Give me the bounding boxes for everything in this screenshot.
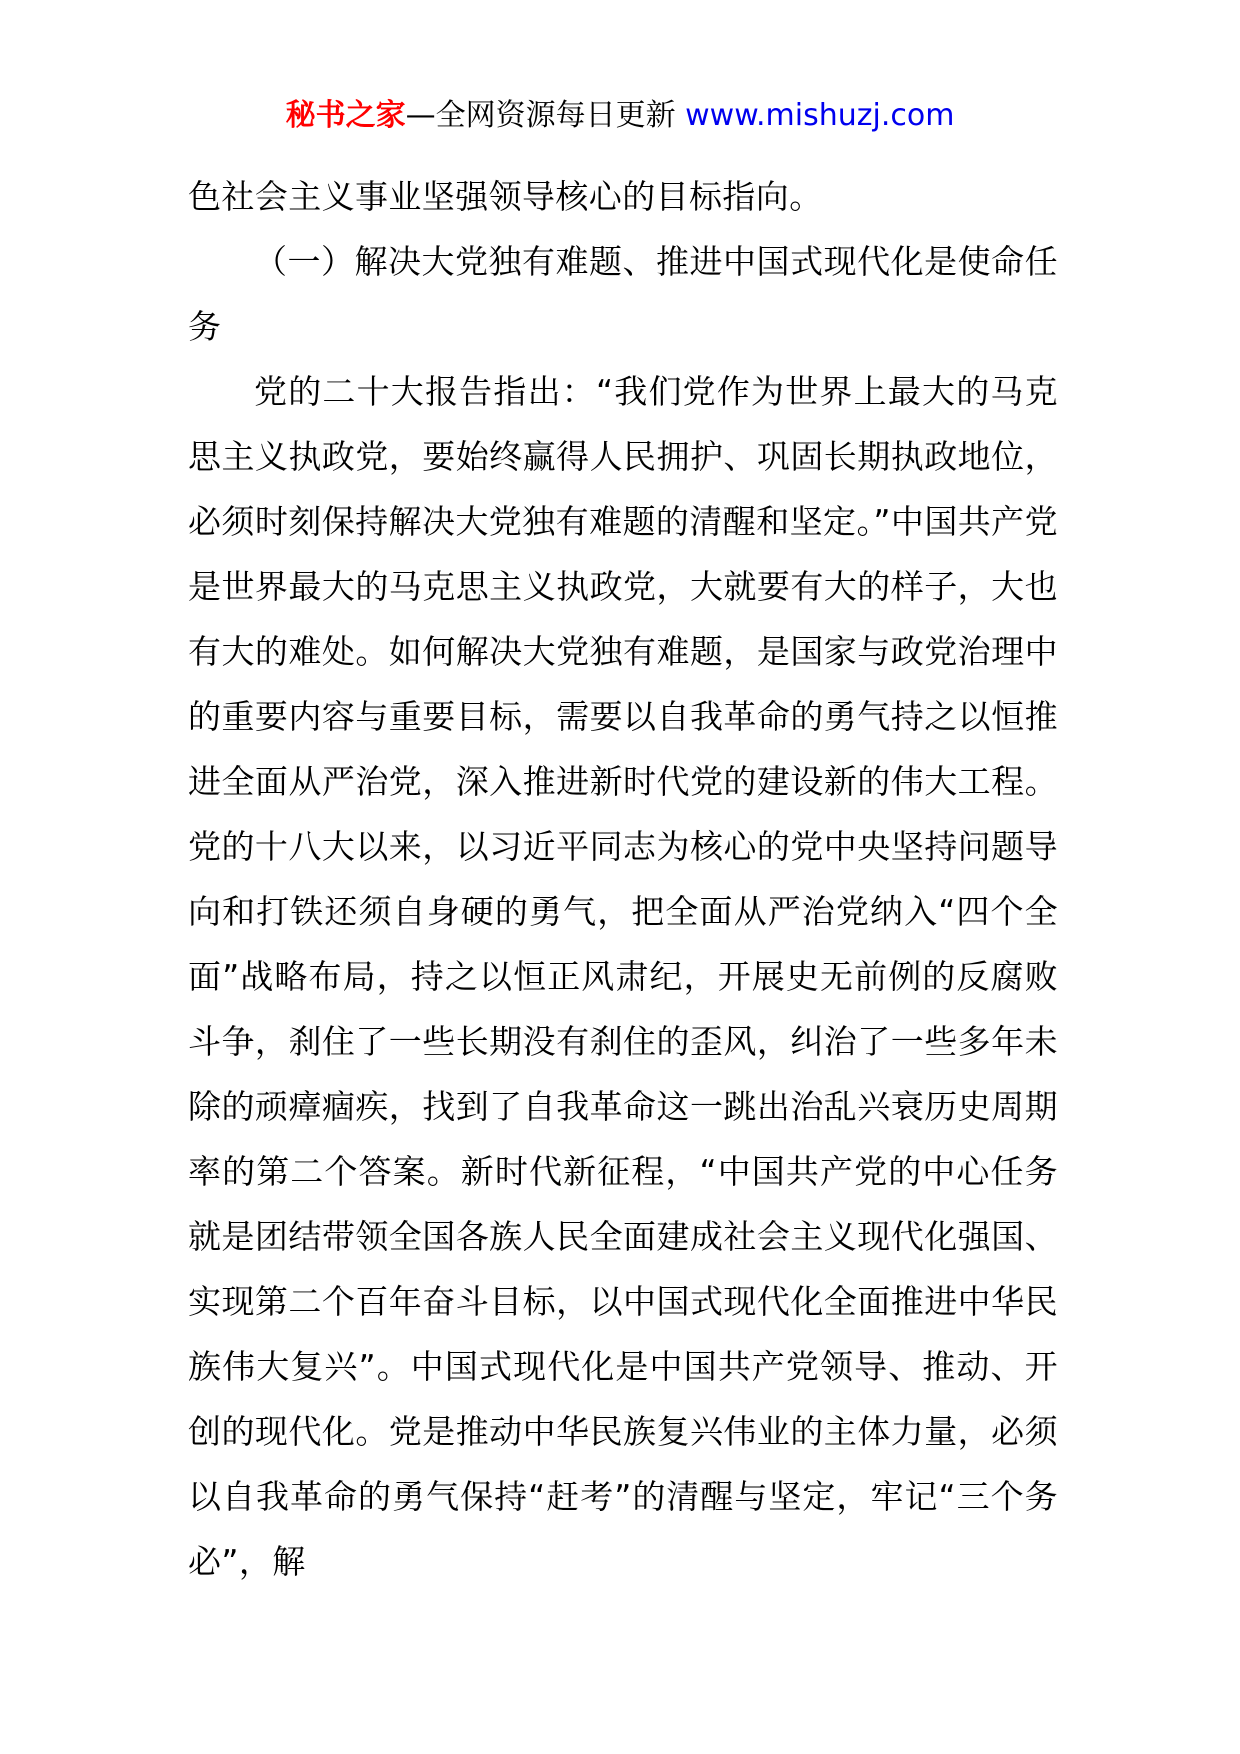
header-slogan: —全网资源每日更新 bbox=[405, 98, 676, 133]
document-body bbox=[188, 164, 1058, 1594]
body-paragraph: 党的二十大报告指出：“我们党作为世界上最大的马克思主义执政党，要始终赢得人民拥护、巩固长期执政地位，必须时刻保持解决大党独有难题的清醒和坚定。”中国共产党是世界最大的马克思主义执政党，大就要有大的样子，大也有大的难处。如何解决大党独有难题，是国家与政党治理中的重要内容与重要目标，需要以自我革命的勇气持之以恒推进全面从严治党，深入推进新时代党的建设新的伟大工程。党的十八大以来，以习近平同志为核心的党中央坚持问题导向和打铁还须自身硬的勇气，把全面从严治党纳入“四个全面”战略布局，持之以恒正风肃纪，开展史无前例的反腐败斗争，刹住了一些长期没有刹住的歪风，纠治了一些多年未除的顽瘴痼疾，找到了自我革命这一跳出治乱兴衰历史周期率的第二个答案。新时代新征程，“中国共产党的中心任务就是团结带领全国各族人民全面建成社会主义现代化强国、实现第二个百年奋斗目标，以中国式现代化全面推进中华民族伟大复兴”。中国式现代化是中国共产党领导、推动、开创的现代化。党是推动中华民族复兴伟业的主体力量，必须以自我革命的勇气保持“赶考”的清醒与坚定，牢记“三个务必”，解 bbox=[188, 372, 1058, 1581]
website-link[interactable]: www.mishuzj.com bbox=[685, 98, 955, 133]
continued-paragraph: 色社会主义事业坚强领导核心的目标指向。 bbox=[188, 177, 823, 216]
page-header bbox=[0, 96, 1240, 136]
section-heading: （一）解决大党独有难题、推进中国式现代化是使命任务 bbox=[188, 242, 1058, 346]
brand-name: 秘书之家 bbox=[285, 98, 406, 133]
